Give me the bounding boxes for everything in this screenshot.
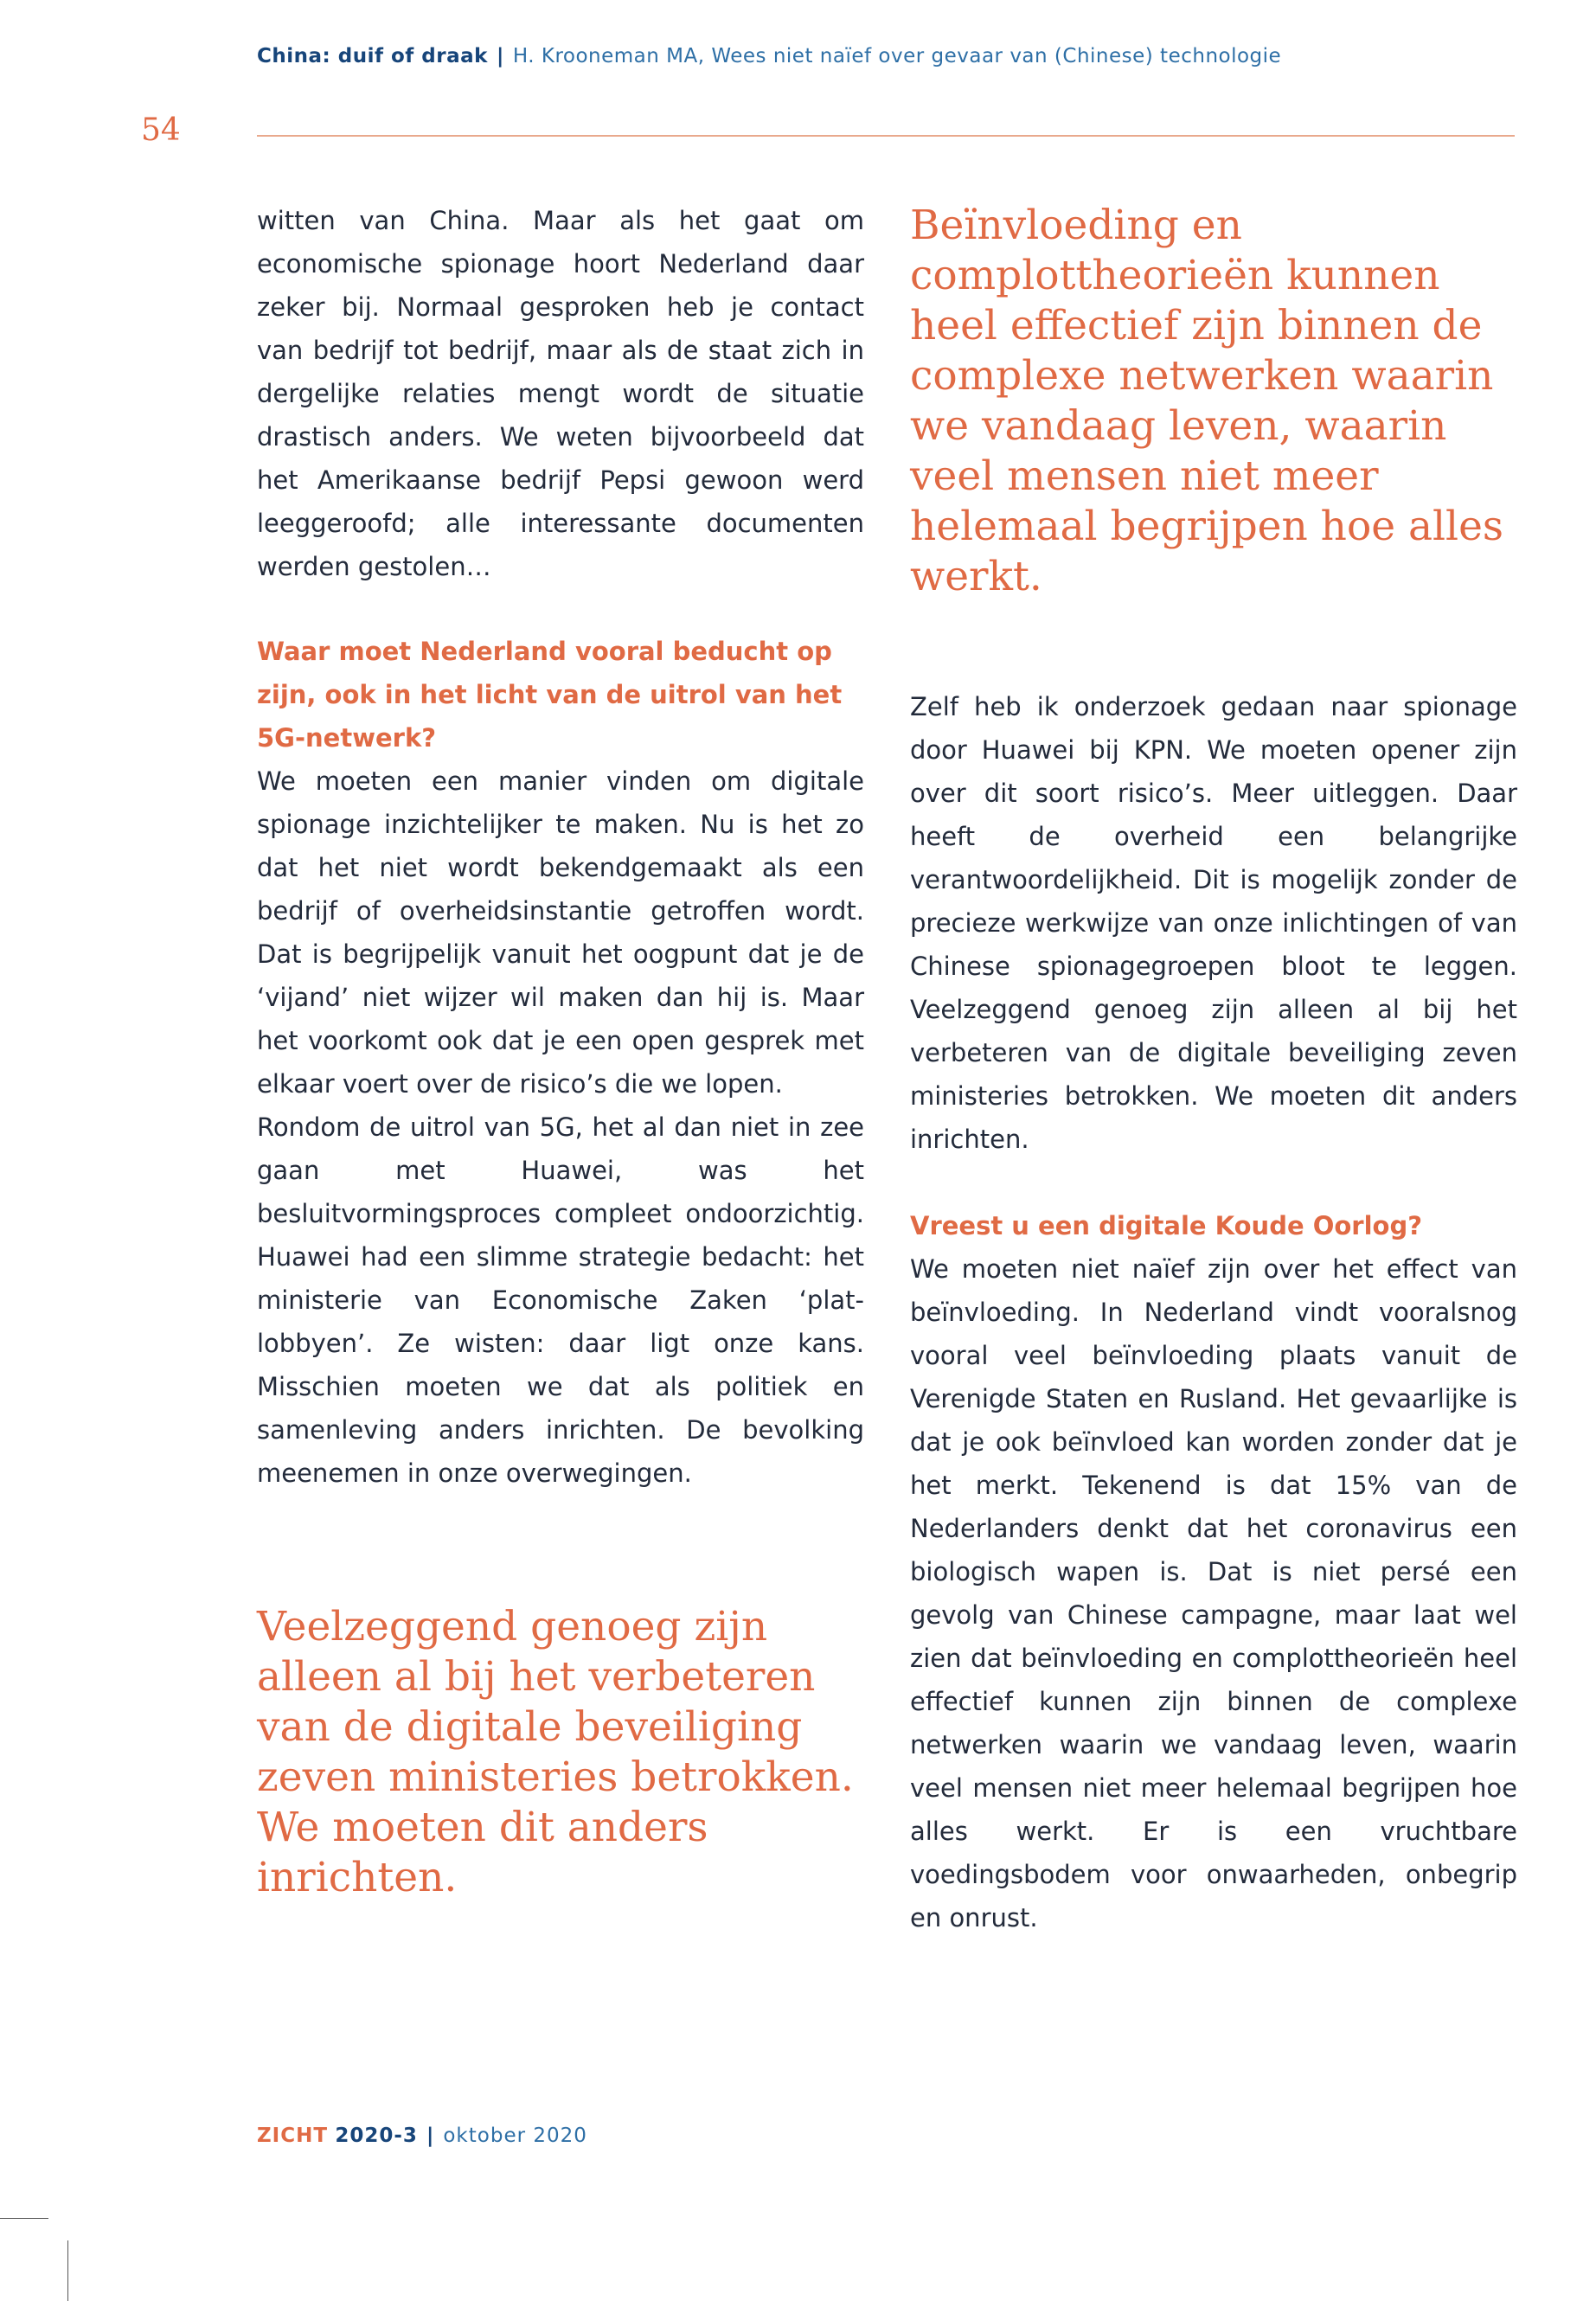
right-paragraph-1: Zelf heb ik onderzoek gedaan naar spionage door Huawei bij KPN. We moeten opener zijn over dit soort risico’s. Meer uitleggen. Daar heeft de overheid een belangrijke verantwoordelijkheid. Dit is mogelijk zonder de precieze werkwijze van onze inlichtingen of van Chinese spionagegroepen bloot te leggen. Veelzeggend genoeg zijn alleen al bij het verbeteren van de digitale beveiliging zeven ministeries betrokken. We moeten dit anders inrichten. <box>910 692 1517 1154</box>
footer-issue: 2020-3 <box>335 2125 418 2147</box>
pull-quote-right: Beïnvloeding en complottheorieën kunnen heel effectief zijn binnen de complexe netwerken waarin we vandaag leven, waarin veel mensen niet meer helemaal begrijpen hoe alles werkt. <box>910 202 1504 600</box>
article-reference: H. Krooneman MA, Wees niet naïef over gevaar van (Chinese) technologie <box>512 45 1282 67</box>
crop-mark-horizontal <box>0 2218 48 2219</box>
running-header <box>257 45 1281 67</box>
answer-cold-war: We moeten niet naïef zijn over het effect van beïnvloeding. In Nederland vindt vooralsnog vooral veel beïnvloeding plaats vanuit de Verenigde Staten en Rusland. Het gevaarlijke is dat je ook beïnvloed kan worden zonder dat je het merkt. Tekenend is dat 15% van de Nederlanders denkt dat het coronavirus een biologisch wapen is. Dat is niet persé een gevolg van Chinese campagne, maar laat wel zien dat beïnvloeding en complottheorieën heel effectief kunnen zijn binnen de complexe netwerken waarin we vandaag leven, waarin veel mensen niet meer helemaal begrijpen hoe alles werkt. Er is een vruchtbare voedingsbodem voor onwaarheden, onbegrip en onrust. <box>910 1254 1517 1932</box>
journal-title: China: duif of draak <box>257 45 488 67</box>
left-column <box>257 199 864 1903</box>
crop-mark-vertical <box>67 2240 68 2301</box>
footer-separator: | <box>426 2125 435 2147</box>
header-separator: | <box>496 45 504 67</box>
question-5g: Waar moet Nederland vooral beducht op zijn, ook in het licht van de uitrol van het 5G-netwerk? <box>257 637 843 753</box>
footer-date: oktober 2020 <box>443 2125 587 2147</box>
page-number: 54 <box>141 112 181 148</box>
question-cold-war: Vreest u een digitale Koude Oorlog? <box>910 1211 1423 1240</box>
answer-paragraph-1: We moeten een manier vinden om digitale spionage inzichtelijker te maken. Nu is het zo dat het niet wordt bekendgemaakt als een bedrijf of overheidsinstantie getroffen wordt. Dat is begrijpelijk vanuit het oogpunt dat je de ‘vijand’ niet wijzer wil maken dan hij is. Maar het voorkomt ook dat je een open gesprek met elkaar voert over de risico’s die we lopen. <box>257 766 864 1099</box>
right-column <box>910 199 1517 1939</box>
footer-brand: ZICHT <box>257 2125 329 2147</box>
footer <box>257 2125 587 2147</box>
intro-paragraph: witten van China. Maar als het gaat om economische spionage hoort Nederland daar zeker bij. Normaal gesproken heb je contact van bedrijf tot bedrijf, maar als de staat zich in dergelijke relaties mengt wordt de situatie drastisch anders. We weten bijvoorbeeld dat het Amerikaanse bedrijf Pepsi gewoon werd leeggeroofd; alle interessante documenten werden gestolen… <box>257 206 864 581</box>
header-rule <box>257 135 1515 137</box>
pull-quote-left: Veelzeggend genoeg zijn alleen al bij het verbeteren van de digitale beveiliging zeven ministeries betrokken. We moeten dit anders inrichten. <box>257 1603 854 1901</box>
answer-paragraph-2: Rondom de uitrol van 5G, het al dan niet in zee gaan met Huawei, was het besluitvormingsproces compleet ondoorzichtig. Huawei had een slimme strategie bedacht: het ministerie van Economische Zaken ‘plat-lobbyen’. Ze wisten: daar ligt onze kans. Misschien moeten we dat als politiek en samenleving anders inrichten. De bevolking meenemen in onze overwegingen. <box>257 1112 864 1488</box>
